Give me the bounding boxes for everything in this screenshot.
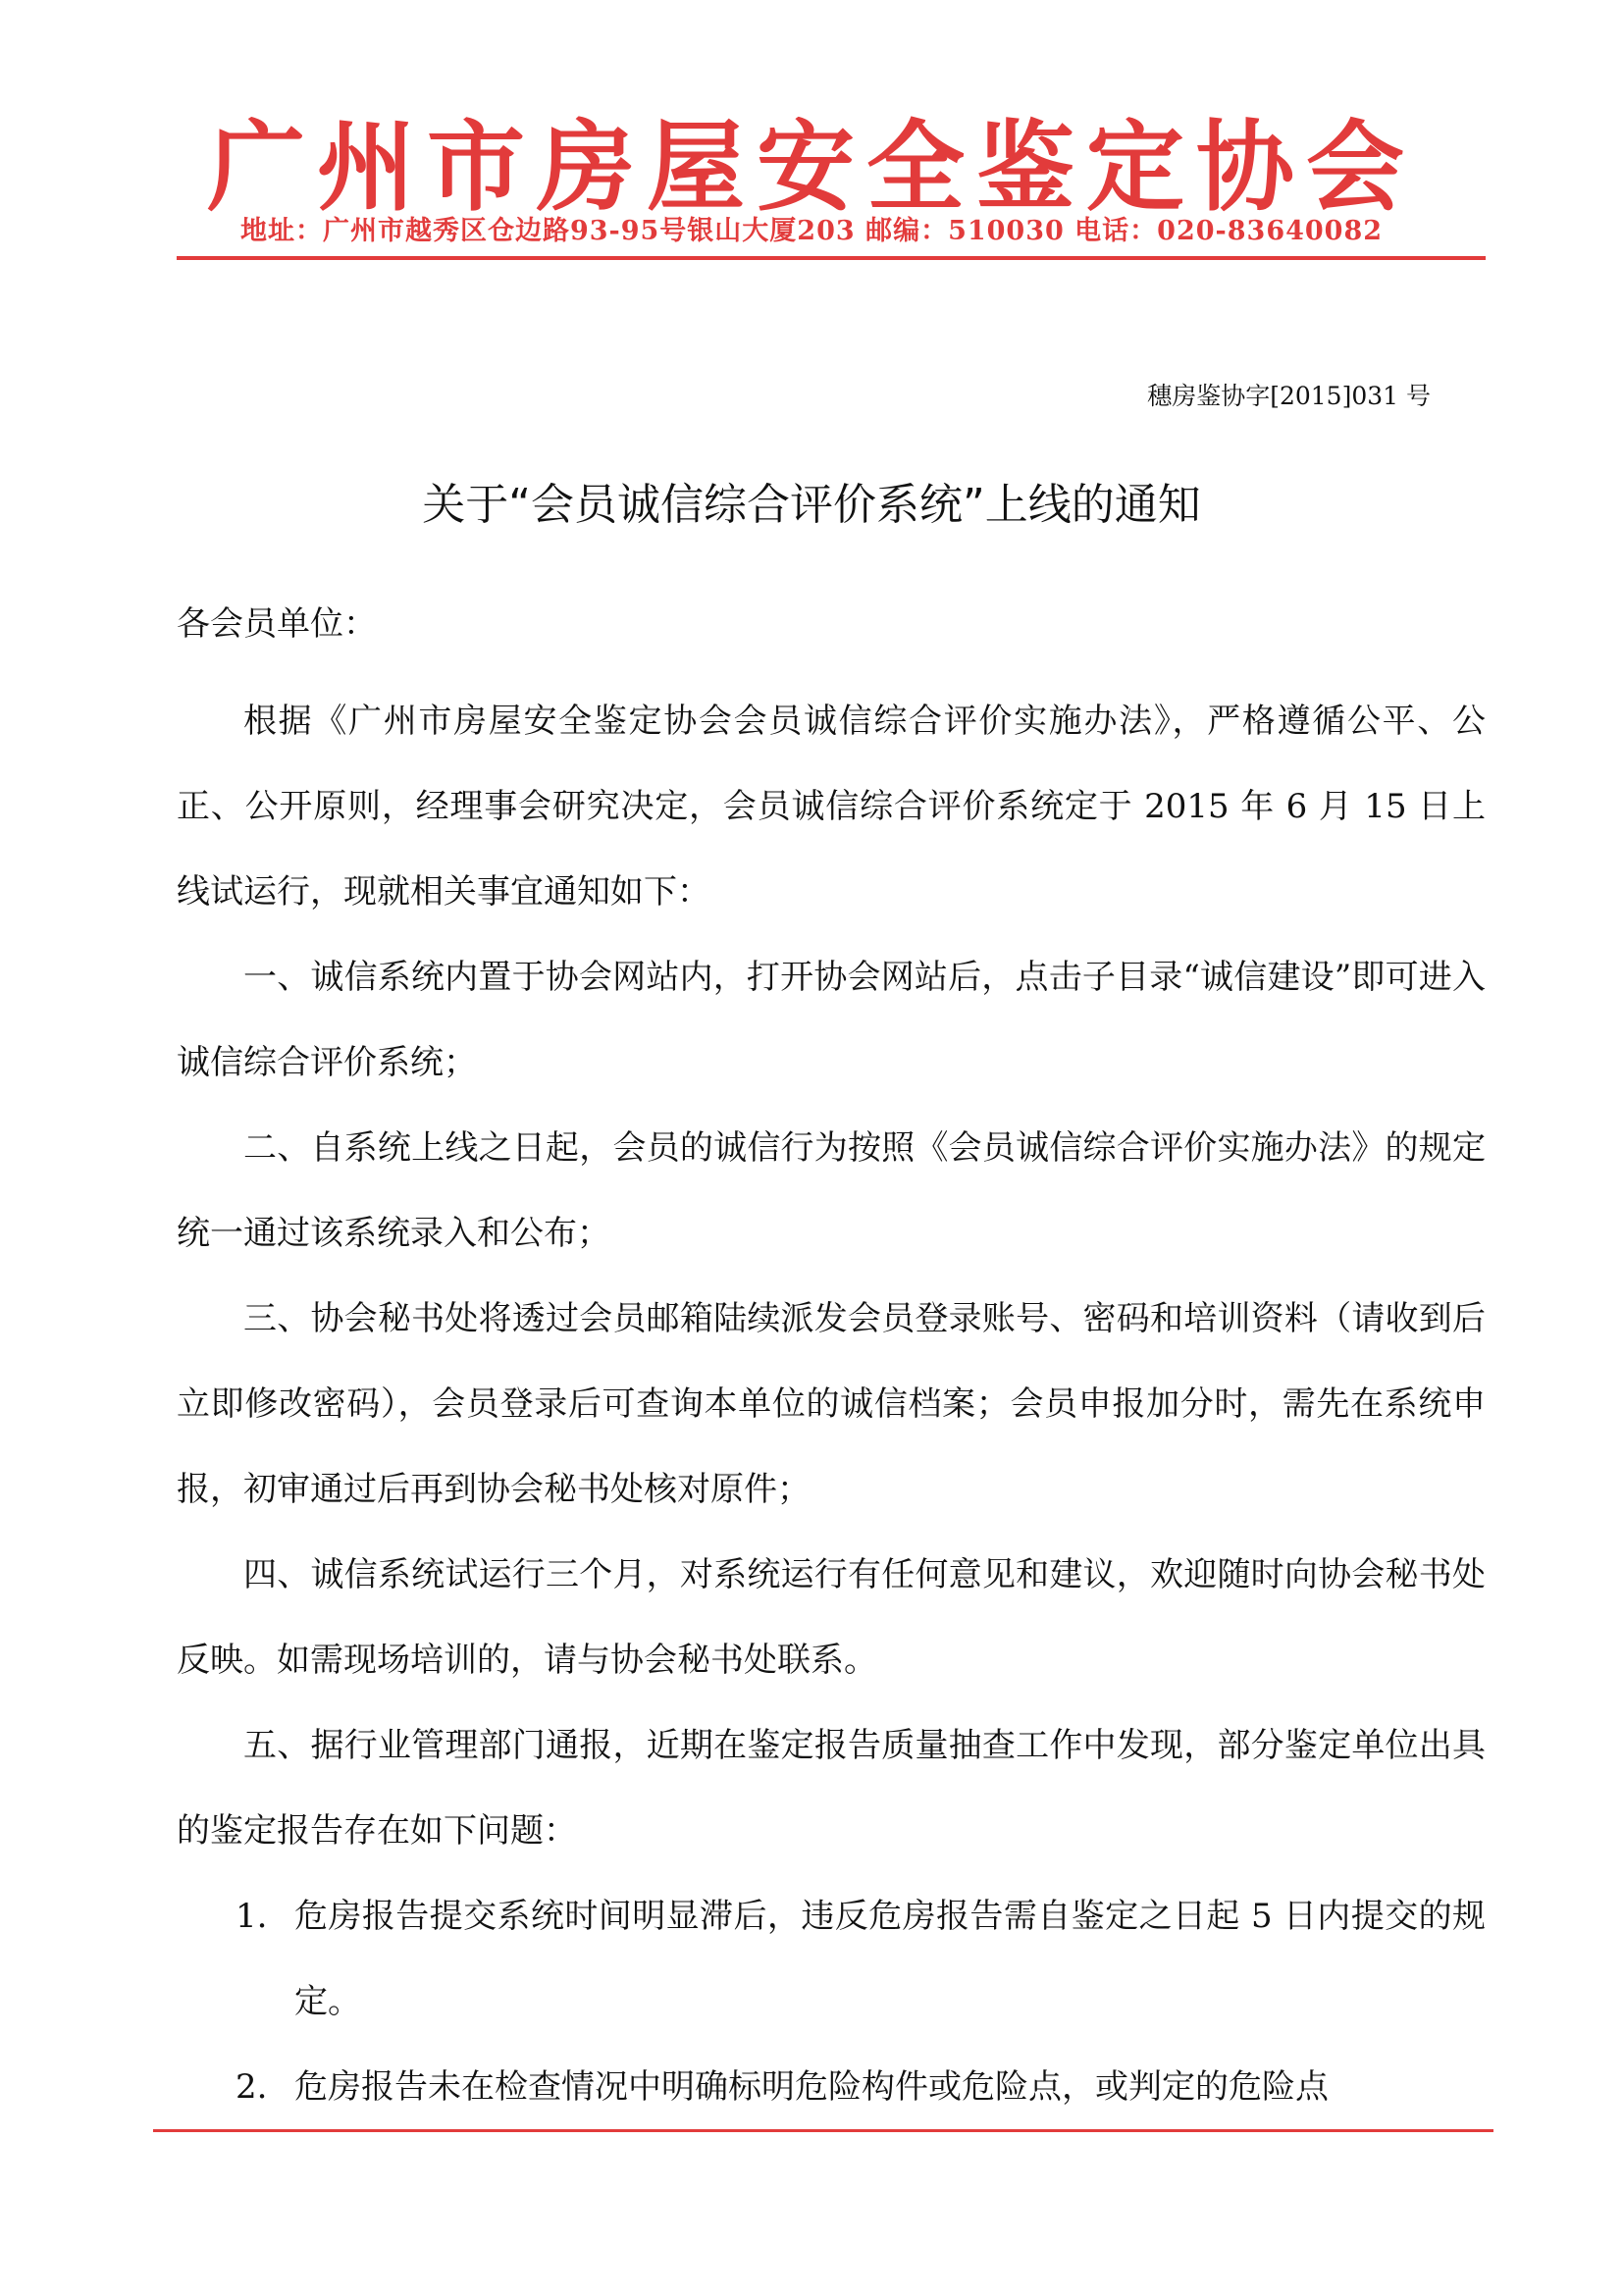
salutation: 各会员单位： [177,604,377,644]
document-title: 关于“会员诚信综合评价系统”上线的通知 [422,480,1201,530]
document-number: 穗房鉴协字[2015]031 号 [1147,382,1431,410]
list-item-number: 1. [236,1897,268,1936]
list-item-text: 危房报告未在检查情况中明确标明危险构件或危险点，或判定的危险点 [294,2067,1329,2107]
letterhead-divider [177,256,1486,260]
paragraph-item-3: 三、协会秘书处将透过会员邮箱陆续派发会员登录账号、密码和培训资料（请收到后立即修改密码），会员登录后可查询本单位的诚信档案；会员申报加分时，需先在系统申报，初审通过后再到协会秘书处核对原件； [177,1299,1486,1509]
paragraph-item-4: 四、诚信系统试运行三个月，对系统运行有任何意见和建议，欢迎随时向协会秘书处反映。如需现场培训的，请与协会秘书处联系。 [177,1555,1486,1680]
list-item-text: 危房报告提交系统时间明显滞后，违反危房报告需自鉴定之日起 5 日内提交的规定。 [294,1897,1486,2021]
list-item [177,1874,1486,2045]
document-body [177,679,1486,2130]
paragraph-intro: 根据《广州市房屋安全鉴定协会会员诚信综合评价实施办法》，严格遵循公平、公正、公开原则，经理事会研究决定，会员诚信综合评价系统定于 2015 年 6 月 15 日上线试运行，现就相关事宜通知如下： [177,702,1486,912]
list-item [177,2045,1486,2130]
paragraph-item-5: 五、据行业管理部门通报，近期在鉴定报告质量抽查工作中发现，部分鉴定单位出具的鉴定报告存在如下问题： [177,1726,1486,1851]
paragraph-item-2: 二、自系统上线之日起，会员的诚信行为按照《会员诚信综合评价实施办法》的规定统一通过该系统录入和公布； [177,1128,1486,1253]
paragraph-item-1: 一、诚信系统内置于协会网站内，打开协会网站后，点击子目录“诚信建设”即可进入诚信综合评价系统； [177,958,1486,1082]
list-item-number: 2. [236,2067,268,2107]
footer-divider [153,2129,1493,2132]
issue-list [177,1874,1486,2130]
letterhead-org-name: 广州市房屋安全鉴定协会 [207,109,1416,225]
letterhead-address: 地址：广州市越秀区仓边路93-95号银山大厦203 邮编：510030 电话：020-83640082 [239,216,1384,246]
